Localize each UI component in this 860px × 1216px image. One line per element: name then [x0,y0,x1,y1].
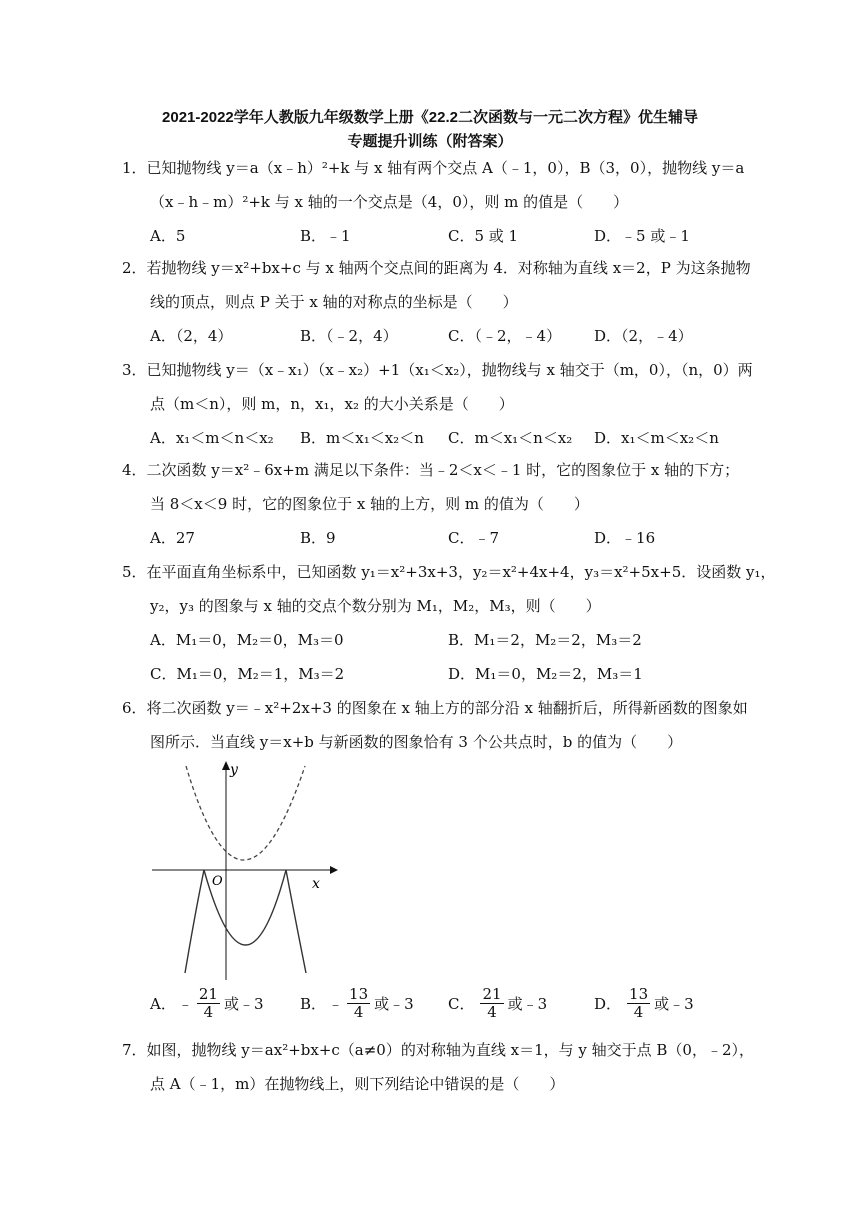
q6-option-d-fraction [627,986,650,1021]
q6-option-d-den: 4 [633,1003,644,1021]
q7-stem-line2: 点 A（﹣1，m）在抛物线上，则下列结论中错误的是（ ） [150,1075,565,1093]
q6-option-b-sign: ﹣ [328,995,344,1013]
q6-option-a-letter: A． [150,995,176,1013]
q6-option-a [150,986,264,1021]
q4-option-b: B．9 [300,529,336,547]
q6-option-d-num: 13 [629,985,649,1003]
doc-title-line1: 2021-2022学年人教版九年级数学上册《22.2二次函数与一元二次方程》优生辅导 [162,109,698,126]
q2-stem-line1: 2．若抛物线 y＝x²+bx+c 与 x 轴两个交点间的距离为 4．对称轴为直线 x＝2，P 为这条抛物 [122,259,751,277]
q6-option-b-tail: 或﹣3 [374,995,414,1013]
q6-stem-line1: 6．将二次函数 y＝﹣x²+2x+3 的图象在 x 轴上方的部分沿 x 轴翻折后，所得新函数的图象如 [122,699,748,717]
q1-option-c: C．5 或 1 [448,227,519,245]
q2-option-d: D．（2，﹣4） [594,327,693,345]
q6-option-a-fraction [197,986,220,1021]
q6-stem-line2: 图所示．当直线 y＝x+b 与新函数的图象恰有 3 个公共点时，b 的值为（ ） [150,733,683,751]
q6-option-c [448,986,547,1021]
q3-option-a: A．x₁＜m＜n＜x₂ [150,429,274,447]
q4-option-c: C．﹣7 [448,529,500,547]
q3-stem-line2: 点（m＜n），则 m，n，x₁，x₂ 的大小关系是（ ） [150,395,514,413]
q6-option-c-tail: 或﹣3 [507,995,548,1013]
q6-option-d-letter: D． [594,995,622,1013]
q4-stem-line1: 4．二次函数 y＝x²﹣6x+m 满足以下条件：当﹣2＜x＜﹣1 时，它的图象位于 x 轴的下方； [122,461,740,479]
q3-stem-line1: 3．已知抛物线 y＝（x﹣x₁）（x﹣x₂）+1（x₁＜x₂），抛物线与 x 轴交于（m，0），（n，0）两 [122,361,753,379]
q6-dashed-parabola [186,766,305,860]
q4-option-a: A．27 [150,529,195,547]
q6-option-a-sign: ﹣ [177,995,193,1013]
q4-option-d: D．﹣16 [594,529,656,547]
q6-y-axis-arrow [222,761,230,770]
q6-option-a-num: 21 [198,985,218,1003]
q1-stem-line2: （x﹣h﹣m）²+k 与 x 轴的一个交点是（4，0），则 m 的值是（ ） [150,193,629,211]
q7-stem-line1: 7．如图，抛物线 y＝ax²+bx+c（a≠0）的对称轴为直线 x＝1，与 y 轴交于点 B（0，﹣2）， [122,1041,755,1059]
doc-title-line2: 专题提升训练（附答案） [347,133,513,150]
q6-option-c-letter: C． [448,995,475,1013]
q6-option-d [594,986,694,1021]
q5-option-d: D．M₁＝0，M₂＝2，M₃＝1 [448,665,643,683]
q6-option-a-tail: 或﹣3 [223,995,264,1013]
q6-option-d-tail: 或﹣3 [654,995,694,1013]
q6-solid-left-arm [185,870,204,973]
q6-option-b-den: 4 [353,1003,364,1021]
q1-option-a: A．5 [150,227,186,245]
q1-option-d: D．﹣5 或﹣1 [594,227,690,245]
q6-option-c-den: 4 [487,1003,497,1021]
q3-option-c: C．m＜x₁＜n＜x₂ [448,429,573,447]
q5-option-a: A．M₁＝0，M₂＝0，M₃＝0 [150,631,344,649]
q2-option-c: C．（﹣2，﹣4） [448,327,562,345]
q6-option-b-fraction [347,986,370,1021]
q6-origin-label: O [212,874,223,889]
q3-option-d: D．x₁＜m＜x₂＜n [594,429,719,447]
q6-x-axis-arrow [330,866,338,874]
q1-stem-line1: 1．已知抛物线 y＝a（x﹣h）²+k 与 x 轴有两个交点 A（﹣1，0），B（3，0），抛物线 y＝a [122,159,745,177]
q6-x-label: x [312,876,320,892]
q5-stem-line1: 5．在平面直角坐标系中，已知函数 y₁＝x²+3x+3，y₂＝x²+4x+4，y₃＝x²+5x+5．设函数 y₁， [122,563,776,581]
q5-option-c: C．M₁＝0，M₂＝1，M₃＝2 [150,665,345,683]
q6-option-a-den: 4 [203,1003,214,1021]
q1-option-b: B．﹣1 [300,227,351,245]
q3-option-b: B．m＜x₁＜x₂＜n [300,429,424,447]
q6-option-b [300,986,414,1021]
q6-option-b-letter: B． [300,995,327,1013]
q6-graph [150,758,340,983]
q6-y-label: y [230,762,238,778]
q2-stem-line2: 线的顶点，则点 P 关于 x 轴的对称点的坐标是（ ） [150,293,518,311]
q4-stem-line2: 当 8＜x＜9 时，它的图象位于 x 轴的上方，则 m 的值为（ ） [150,495,589,513]
q6-option-c-num: 21 [482,985,502,1003]
q2-option-b: B．（﹣2，4） [300,327,398,345]
q6-option-c-fraction [480,986,503,1021]
q2-option-a: A．（2，4） [150,327,233,345]
q6-option-b-num: 13 [349,985,369,1003]
q6-solid-right-arm [286,870,306,973]
q5-option-b: B．M₁＝2，M₂＝2，M₃＝2 [448,631,642,649]
q5-stem-line2: y₂，y₃ 的图象与 x 轴的交点个数分别为 M₁，M₂，M₃，则（ ） [150,597,601,615]
